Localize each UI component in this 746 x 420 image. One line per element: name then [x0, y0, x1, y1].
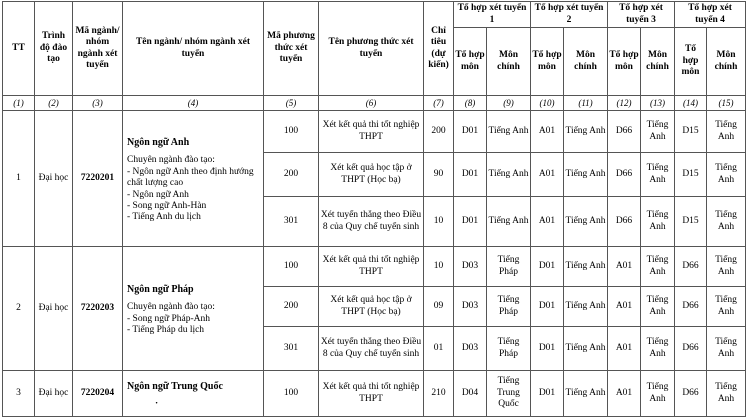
main-subject: Tiếng Anh — [707, 153, 746, 197]
header-tt: TT — [3, 2, 35, 96]
method-name: Xét kết quả học tập ở THPT (Học bạ) — [319, 153, 424, 197]
combo-code: D04 — [454, 371, 487, 417]
partial-spec-marker: · — [155, 398, 159, 409]
header-method-code: Mã phương thức xét tuyển — [264, 2, 319, 96]
col-number: (1) — [3, 96, 35, 111]
spec-title: Chuyên ngành đào tạo: — [127, 155, 215, 166]
combo-code: D66 — [608, 111, 641, 153]
col-number: (6) — [319, 96, 424, 111]
combo-code: D66 — [608, 197, 641, 247]
method-name: Xét tuyển thẳng theo Điều 8 của Quy chế tuyển sinh — [319, 327, 424, 371]
col-number: (14) — [675, 96, 707, 111]
main-subject: Tiếng Pháp — [487, 287, 531, 327]
major-name: Ngôn ngữ Pháp — [127, 284, 194, 296]
spec-item: - Song ngữ Pháp-Anh — [127, 313, 210, 324]
combo-code: D66 — [675, 287, 707, 327]
row-code: 7220203 — [73, 247, 123, 371]
method-name: Xét kết quả thi tốt nghiệp THPT — [319, 371, 424, 417]
table-row — [3, 371, 746, 417]
main-subject: Tiếng Anh — [641, 153, 675, 197]
col-number: (15) — [707, 96, 746, 111]
header-method-name: Tên phương thức xét tuyển — [319, 2, 424, 96]
col-number: (9) — [487, 96, 531, 111]
row-tt: 1 — [3, 111, 35, 247]
main-subject: Tiếng Anh — [564, 111, 608, 153]
main-subject: Tiếng Anh — [707, 287, 746, 327]
spec-item: - Ngôn ngữ Anh theo định hướng chất lượng cao — [127, 166, 254, 189]
row-tt: 3 — [3, 371, 35, 417]
major-name: Ngôn ngữ Anh — [127, 137, 190, 149]
combo-code: A01 — [531, 111, 564, 153]
combo-code: D01 — [531, 247, 564, 287]
method-code: 100 — [264, 111, 319, 153]
quota: 90 — [424, 153, 454, 197]
method-code: 301 — [264, 327, 319, 371]
method-code: 100 — [264, 247, 319, 287]
main-subject: Tiếng Anh — [641, 327, 675, 371]
row-code: 7220201 — [73, 111, 123, 247]
main-subject: Tiếng Anh — [564, 371, 608, 417]
header-combo-code: Tổ hợp môn — [531, 28, 564, 96]
combo-code: A01 — [608, 287, 641, 327]
header-code: Mã ngành/ nhóm ngành xét tuyển — [73, 2, 123, 96]
col-number: (12) — [608, 96, 641, 111]
method-code: 301 — [264, 197, 319, 247]
main-subject: Tiếng Anh — [487, 197, 531, 247]
major-name: Ngôn ngữ Trung Quốc — [127, 380, 223, 392]
table-row — [3, 247, 746, 287]
col-number: (4) — [123, 96, 264, 111]
main-subject: Tiếng Anh — [641, 247, 675, 287]
header-name: Tên ngành/ nhóm ngành xét tuyển — [123, 2, 264, 96]
combo-code: D01 — [454, 197, 487, 247]
col-number: (13) — [641, 96, 675, 111]
main-subject: Tiếng Anh — [641, 287, 675, 327]
combo-code: A01 — [531, 197, 564, 247]
main-subject: Tiếng Trung Quốc — [487, 371, 531, 417]
spec-title: Chuyên ngành đào tạo: — [127, 302, 215, 313]
header-combo-code: Tổ hợp môn — [608, 28, 641, 96]
col-number: (5) — [264, 96, 319, 111]
col-number: (7) — [424, 96, 454, 111]
combo-code: D03 — [454, 247, 487, 287]
method-code: 200 — [264, 287, 319, 327]
spec-item: - Tiếng Anh du lịch — [127, 212, 201, 223]
method-code: 100 — [264, 371, 319, 417]
main-subject: Tiếng Anh — [564, 327, 608, 371]
main-subject: Tiếng Anh — [707, 247, 746, 287]
main-subject: Tiếng Anh — [641, 111, 675, 153]
row-level: Đại học — [35, 111, 73, 247]
spec-item: - Song ngữ Anh-Hàn — [127, 200, 207, 211]
combo-code: D01 — [531, 327, 564, 371]
combo-code: D03 — [454, 327, 487, 371]
header-combo-code: Tổ hợp môn — [454, 28, 487, 96]
method-name: Xét tuyển thẳng theo Điều 8 của Quy chế tuyển sinh — [319, 197, 424, 247]
main-subject: Tiếng Anh — [641, 197, 675, 247]
combo-code: A01 — [608, 327, 641, 371]
row-name-cell — [123, 111, 264, 247]
header-main-subject: Môn chính — [487, 28, 531, 96]
combo-code: D15 — [675, 111, 707, 153]
table-row — [3, 111, 746, 153]
row-name-cell — [123, 371, 264, 417]
combo-code: D01 — [454, 111, 487, 153]
quota: 210 — [424, 371, 454, 417]
header-combo-4: Tổ hợp xét tuyển 4 — [675, 2, 746, 28]
quota: 09 — [424, 287, 454, 327]
combo-code: D01 — [531, 371, 564, 417]
combo-code: D66 — [608, 153, 641, 197]
col-number: (11) — [564, 96, 608, 111]
combo-code: D15 — [675, 197, 707, 247]
combo-code: D15 — [675, 153, 707, 197]
header-combo-2: Tổ hợp xét tuyển 2 — [531, 2, 608, 28]
header-main-subject: Môn chính — [641, 28, 675, 96]
row-level: Đại học — [35, 371, 73, 417]
method-name: Xét kết quả thi tốt nghiệp THPT — [319, 111, 424, 153]
combo-code: A01 — [608, 371, 641, 417]
col-number: (10) — [531, 96, 564, 111]
combo-code: D66 — [675, 247, 707, 287]
quota: 200 — [424, 111, 454, 153]
quota: 10 — [424, 197, 454, 247]
method-code: 200 — [264, 153, 319, 197]
main-subject: Tiếng Anh — [707, 371, 746, 417]
main-subject: Tiếng Anh — [707, 111, 746, 153]
header-main-subject: Môn chính — [707, 28, 746, 96]
admission-table — [2, 1, 746, 417]
col-number: (3) — [73, 96, 123, 111]
main-subject: Tiếng Anh — [564, 197, 608, 247]
header-level: Trình độ đào tạo — [35, 2, 73, 96]
col-number: (2) — [35, 96, 73, 111]
combo-code: D03 — [454, 287, 487, 327]
row-name-cell — [123, 247, 264, 371]
main-subject: Tiếng Anh — [641, 371, 675, 417]
main-subject: Tiếng Anh — [564, 247, 608, 287]
quota: 10 — [424, 247, 454, 287]
combo-code: A01 — [531, 153, 564, 197]
quota: 01 — [424, 327, 454, 371]
row-level: Đại học — [35, 247, 73, 371]
header-combo-code: Tổ hợp môn — [675, 28, 707, 96]
main-subject: Tiếng Anh — [564, 287, 608, 327]
row-code: 7220204 — [73, 371, 123, 417]
header-main-subject: Môn chính — [564, 28, 608, 96]
main-subject: Tiếng Anh — [707, 197, 746, 247]
main-subject: Tiếng Pháp — [487, 327, 531, 371]
col-number: (8) — [454, 96, 487, 111]
method-name: Xét kết quả thi tốt nghiệp THPT — [319, 247, 424, 287]
header-quota: Chỉ tiêu (dự kiến) — [424, 2, 454, 96]
main-subject: Tiếng Anh — [707, 327, 746, 371]
main-subject: Tiếng Pháp — [487, 247, 531, 287]
spec-item: - Ngôn ngữ Anh — [127, 189, 189, 200]
combo-code: D66 — [675, 327, 707, 371]
combo-code: A01 — [608, 247, 641, 287]
spec-item: - Tiếng Pháp du lịch — [127, 325, 205, 336]
combo-code: D01 — [531, 287, 564, 327]
combo-code: D66 — [675, 371, 707, 417]
main-subject: Tiếng Anh — [487, 111, 531, 153]
header-combo-1: Tổ hợp xét tuyển 1 — [454, 2, 531, 28]
row-tt: 2 — [3, 247, 35, 371]
method-name: Xét kết quả học tập ở THPT (Học bạ) — [319, 287, 424, 327]
combo-code: D01 — [454, 153, 487, 197]
main-subject: Tiếng Anh — [487, 153, 531, 197]
header-combo-3: Tổ hợp xét tuyển 3 — [608, 2, 675, 28]
main-subject: Tiếng Anh — [564, 153, 608, 197]
